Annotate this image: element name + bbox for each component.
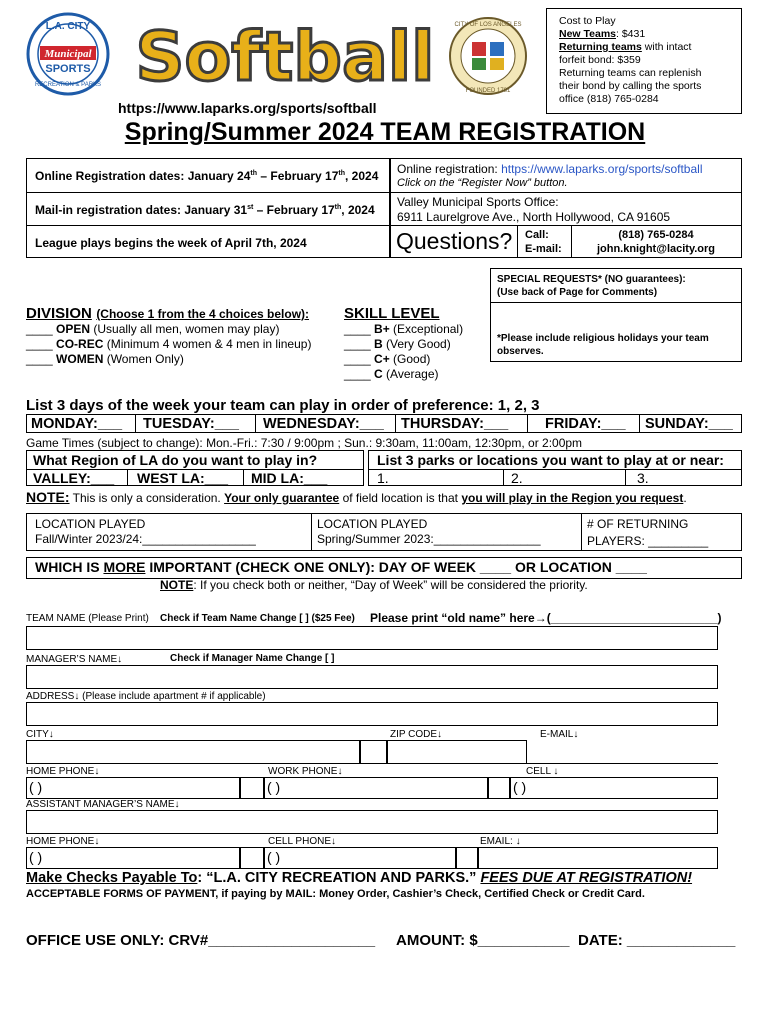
cost-note-2: their bond by calling the sports — [559, 80, 702, 92]
region-valley[interactable]: VALLEY:___ — [33, 470, 115, 486]
home-phone-label-2: HOME PHONE↓ — [26, 836, 100, 847]
team-name-label: TEAM NAME (Please Print) — [26, 613, 149, 624]
manager-name-input[interactable] — [26, 665, 718, 689]
day-wednesday[interactable]: WEDNESDAY:___ — [263, 416, 384, 432]
call-label: Call: — [525, 229, 549, 241]
city-zip-divider — [360, 740, 387, 764]
softball-wordmark-text: Softball — [135, 18, 435, 97]
cell-label: CELL ↓ — [526, 766, 559, 777]
location-played-box — [26, 513, 742, 551]
address-input[interactable] — [26, 702, 718, 726]
email-label: E-mail: — [525, 243, 562, 255]
ss-location-label: LOCATION PLAYED — [317, 517, 428, 531]
team-name-input[interactable] — [26, 626, 718, 650]
returning-players-value[interactable]: PLAYERS: _________ — [587, 534, 709, 548]
manager-name-change[interactable]: Check if Manager Name Change [ ] — [170, 653, 335, 664]
cost-title: Cost to Play — [559, 15, 616, 27]
office-amount: AMOUNT: $___________ — [396, 932, 570, 949]
address-label: ADDRESS↓ (Please include apartment # if applicable) — [26, 691, 266, 702]
region-note: NOTE: This is only a consideration. Your only guarantee of field location is that you will play in the Region you request. — [26, 489, 687, 505]
skill-option-bplus[interactable]: ____ B+ (Exceptional) — [344, 322, 464, 336]
priority-box — [26, 557, 742, 579]
league-start: League plays begins the week of April 7th, 2024 — [35, 236, 307, 250]
work-phone-input[interactable]: ( ) — [264, 777, 488, 799]
cell-phone-input-2[interactable]: ( ) — [264, 847, 456, 869]
skill-option-b[interactable]: ____ B (Very Good) — [344, 337, 451, 351]
special-title-2: (Use back of Page for Comments) — [497, 287, 658, 298]
office-date: DATE: _____________ — [578, 932, 736, 949]
office-crv: OFFICE USE ONLY: CRV#____________________ — [26, 932, 376, 949]
city-input[interactable] — [26, 740, 360, 764]
softball-url[interactable]: https://www.laparks.org/sports/softball — [118, 100, 377, 116]
region-mid-la[interactable]: MID LA:___ — [251, 470, 328, 486]
questions-label: Questions? — [396, 228, 513, 254]
phone-divider-4 — [456, 847, 478, 869]
days-row — [26, 414, 742, 433]
park-3[interactable]: 3. — [637, 470, 649, 486]
day-thursday[interactable]: THURSDAY:___ — [401, 416, 509, 432]
city-seal — [448, 14, 528, 98]
office-label: Valley Municipal Sports Office: — [397, 195, 559, 209]
days-title: List 3 days of the week your team can play in order of preference: 1, 2, 3 — [26, 397, 540, 414]
online-reg-link[interactable]: https://www.laparks.org/sports/softball — [501, 162, 703, 176]
division-options — [26, 322, 311, 367]
day-monday[interactable]: MONDAY:___ — [31, 416, 123, 432]
phone-divider-2 — [488, 777, 510, 799]
zip-label: ZIP CODE↓ — [390, 729, 443, 740]
special-requests-box — [490, 268, 742, 362]
svg-text:L.A. CITY: L.A. CITY — [45, 21, 91, 32]
parks-box — [368, 450, 742, 486]
returning-teams-value: with intact — [641, 41, 692, 53]
returning-players-label: # OF RETURNING — [587, 517, 689, 531]
parks-question: List 3 parks or locations you want to play at or near: — [377, 452, 724, 468]
day-sunday[interactable]: SUNDAY:___ — [645, 416, 733, 432]
division-subtitle: (Choose 1 from the 4 choices below): — [96, 307, 310, 321]
skill-options — [344, 322, 463, 382]
special-note-1: *Please include religious holidays your team — [497, 333, 709, 344]
contact-panel — [390, 158, 742, 258]
skill-option-cplus[interactable]: ____ C+ (Good) — [344, 352, 431, 366]
day-tuesday[interactable]: TUESDAY:___ — [143, 416, 239, 432]
svg-text:CITY OF LOS ANGELES: CITY OF LOS ANGELES — [454, 22, 522, 28]
park-2[interactable]: 2. — [511, 470, 523, 486]
la-city-sports-logo — [26, 12, 110, 96]
city-label: CITY↓ — [26, 729, 54, 740]
region-box — [26, 450, 364, 486]
checks-payable: Make Checks Payable To: “L.A. CITY RECREATION AND PARKS.” FEES DUE AT REGISTRATION! — [26, 870, 693, 886]
zip-input[interactable] — [387, 740, 527, 764]
email-label-2: EMAIL: ↓ — [480, 836, 521, 847]
asst-manager-label: ASSISTANT MANAGER’S NAME↓ — [26, 799, 180, 810]
payment-forms: ACCEPTABLE FORMS OF PAYMENT, if paying by MAIL: Money Order, Cashier’s Check, Certified Check or Credit Card. — [26, 888, 645, 900]
special-note-2: observes. — [497, 346, 544, 357]
svg-text:Municipal: Municipal — [44, 48, 92, 60]
division-header — [26, 305, 309, 323]
contact-email[interactable]: john.knight@lacity.org — [596, 243, 716, 255]
softball-wordmark — [135, 14, 435, 100]
new-teams-value: : $431 — [616, 28, 646, 40]
region-question: What Region of LA do you want to play in? — [33, 452, 318, 468]
special-title-1: SPECIAL REQUESTS* (NO guarantees): — [497, 274, 686, 285]
email-field-label: E-MAIL↓ — [540, 729, 579, 740]
division-title: DIVISION — [26, 305, 92, 322]
phone-divider-1 — [240, 777, 264, 799]
team-name-change[interactable]: Check if Team Name Change [ ] ($25 Fee) — [160, 613, 355, 624]
dates-panel — [26, 158, 390, 258]
online-reg-note: Click on the “Register Now” button. — [397, 177, 568, 189]
svg-text:FOUNDED 1781: FOUNDED 1781 — [465, 88, 511, 94]
contact-phone: (818) 765-0284 — [618, 229, 694, 241]
asst-manager-input[interactable] — [26, 810, 718, 834]
cost-box — [546, 8, 742, 114]
email-input-line[interactable] — [527, 763, 718, 764]
region-west-la[interactable]: WEST LA:___ — [137, 470, 229, 486]
online-reg-label: Online registration: — [397, 162, 502, 176]
online-dates: Online Registration dates: January 24th – February 17th, 2024 — [35, 169, 379, 183]
phone-divider-3 — [240, 847, 264, 869]
page-title: Spring/Summer 2024 TEAM REGISTRATION — [124, 118, 646, 146]
svg-text:SPORTS: SPORTS — [45, 63, 91, 75]
email-input-2[interactable] — [478, 847, 718, 869]
forfeit-bond: forfeit bond: $359 — [559, 54, 641, 66]
home-phone-input[interactable]: ( ) — [26, 777, 240, 799]
park-1[interactable]: 1. — [377, 470, 389, 486]
new-teams-label: New Teams — [559, 28, 616, 40]
cost-note-1: Returning teams can replenish — [559, 67, 702, 79]
skill-option-c[interactable]: ____ C (Average) — [344, 367, 439, 381]
home-phone-input-2[interactable]: ( ) — [26, 847, 240, 869]
division-option-open[interactable]: ____ OPEN (Usually all men, women may play) — [26, 322, 280, 336]
office-address: 6911 Laurelgrove Ave., North Hollywood, CA 91605 — [397, 210, 671, 224]
cell-phone-label-2: CELL PHONE↓ — [268, 836, 336, 847]
fw-location-value[interactable]: Fall/Winter 2023/24:_________________ — [35, 532, 256, 546]
division-option-corec[interactable]: ____ CO-REC (Minimum 4 women & 4 men in lineup) — [26, 337, 312, 351]
cost-note-3: office (818) 765-0284 — [559, 93, 659, 105]
home-phone-label: HOME PHONE↓ — [26, 766, 100, 777]
svg-text:RECREATION & PARKS: RECREATION & PARKS — [34, 82, 102, 88]
ss-location-value[interactable]: Spring/Summer 2023:________________ — [317, 532, 541, 546]
returning-teams-label: Returning teams — [559, 41, 642, 53]
work-phone-label: WORK PHONE↓ — [268, 766, 343, 777]
division-option-women[interactable]: ____ WOMEN (Women Only) — [26, 352, 184, 366]
game-times: Game Times (subject to change): Mon.-Fri.: 7:30 / 9:00pm ; Sun.: 9:30am, 11:00am, 12:30pm, or 2:00pm — [26, 436, 583, 450]
priority-note: NOTE: If you check both or neither, “Day of Week” will be considered the priority. — [160, 578, 588, 592]
manager-name-label: MANAGER’S NAME↓ — [26, 654, 123, 665]
old-team-name[interactable]: Please print “old name” here→(_________________________) — [370, 611, 722, 625]
fw-location-label: LOCATION PLAYED — [35, 517, 146, 531]
mail-dates: Mail-in registration dates: January 31st – February 17th, 2024 — [35, 203, 375, 217]
day-friday[interactable]: FRIDAY:___ — [545, 416, 626, 432]
cell-input[interactable]: ( ) — [510, 777, 718, 799]
priority-question[interactable]: WHICH IS MORE IMPORTANT (CHECK ONE ONLY): DAY OF WEEK ____ OR LOCATION ____ — [35, 559, 647, 575]
skill-title: SKILL LEVEL — [344, 305, 440, 322]
